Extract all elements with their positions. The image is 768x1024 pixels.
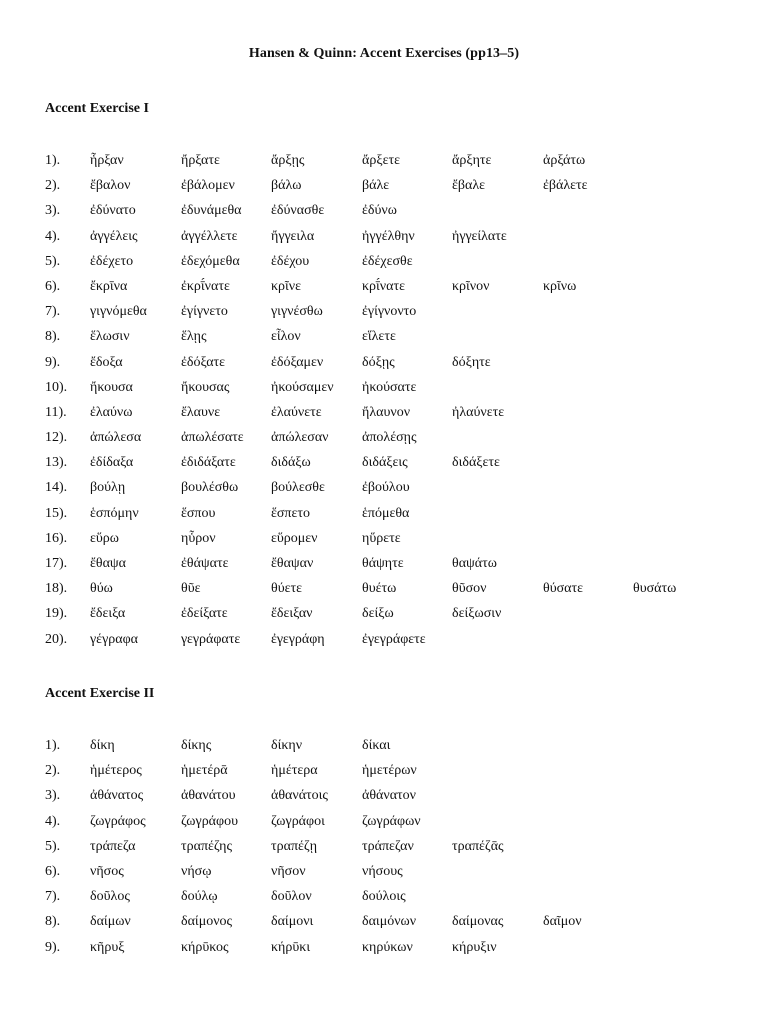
greek-word: ἐγίγνετο	[181, 304, 228, 320]
greek-word: εὕρω	[90, 530, 120, 546]
greek-word: δίκαι	[362, 738, 391, 753]
greek-word: ἐβούλου	[362, 480, 410, 496]
item-number: 12).	[45, 430, 68, 446]
greek-word: ἔθαψαν	[271, 556, 314, 571]
greek-word: δούλῳ	[181, 889, 218, 905]
greek-word: θυέτω	[362, 581, 397, 597]
greek-word: θαψάτω	[452, 556, 497, 571]
greek-word: ἐγεγράφετε	[362, 631, 426, 647]
greek-word: δίκην	[271, 738, 303, 753]
greek-word: ἀπολέσῃς	[362, 430, 417, 446]
greek-word: ἐδείξατε	[181, 606, 228, 622]
greek-word: ἐδύνασθε	[271, 203, 325, 219]
greek-word: κρῖνω	[543, 278, 577, 294]
greek-word: δοῦλος	[90, 889, 130, 905]
greek-word: ἐδόξατε	[181, 354, 226, 370]
exercise-row	[0, 249, 768, 274]
greek-word: τράπεζαν	[362, 838, 414, 854]
greek-word: ἕλωσιν	[90, 329, 130, 345]
greek-word: ἐβάλετε	[543, 178, 588, 194]
greek-word: θυσάτω	[633, 581, 677, 597]
greek-word: ἕσπετο	[271, 505, 310, 521]
exercise-row	[0, 400, 768, 425]
greek-word: ἐδέχεσθε	[362, 253, 413, 269]
greek-word: ζωγράφος	[90, 813, 146, 829]
exercise-row	[0, 526, 768, 551]
greek-word: δαιμόνων	[362, 914, 417, 930]
greek-word: ηὕρετε	[362, 530, 401, 546]
greek-word: νήσους	[362, 863, 403, 879]
exercise-row	[0, 551, 768, 576]
greek-word: ἑσπόμην	[90, 505, 139, 521]
item-number: 20).	[45, 631, 68, 647]
item-number: 10).	[45, 379, 68, 395]
greek-word: κηρύκων	[362, 939, 413, 955]
greek-word: ἡμετέρᾱ	[181, 763, 228, 779]
greek-word: δίκης	[181, 738, 212, 753]
exercise-row	[0, 758, 768, 783]
item-number: 4).	[45, 228, 61, 244]
greek-word: γέγραφα	[90, 631, 138, 647]
greek-word: ἠγγέλθην	[362, 228, 415, 244]
item-number: 1).	[45, 738, 61, 753]
greek-word: ἕλῃς	[181, 329, 207, 345]
greek-word: δαίμων	[90, 914, 131, 930]
greek-word: κήρῡκος	[181, 939, 229, 955]
greek-word: κῆρυξ	[90, 939, 125, 955]
exercise-row	[0, 935, 768, 960]
greek-word: θύσατε	[543, 581, 584, 597]
greek-word: διδάξω	[271, 455, 311, 471]
greek-word: δαίμονος	[181, 914, 233, 930]
greek-word: θῦε	[181, 581, 201, 597]
greek-word: ἀπώλεσαν	[271, 430, 329, 446]
greek-word: ζωγράφου	[181, 813, 239, 829]
greek-word: ἤκουσας	[181, 379, 230, 395]
greek-word: ἀθανάτοις	[271, 788, 328, 804]
exercise-row	[0, 859, 768, 884]
exercise-row	[0, 450, 768, 475]
greek-word: ἔδειξα	[90, 606, 126, 622]
item-number: 11).	[45, 404, 67, 420]
item-number: 6).	[45, 863, 61, 879]
greek-word: ἐδύνω	[362, 203, 397, 219]
greek-word: ἤρξατε	[181, 153, 220, 168]
greek-word: νήσῳ	[181, 863, 212, 879]
item-number: 8).	[45, 329, 61, 345]
greek-word: τραπέζᾱς	[452, 838, 504, 854]
item-number: 8).	[45, 914, 61, 930]
greek-word: ἡμέτερα	[271, 763, 318, 779]
greek-word: ἠγγείλατε	[452, 228, 507, 244]
exercise-row	[0, 148, 768, 173]
greek-word: δείξω	[362, 606, 394, 622]
greek-word: ἠλαύνετε	[452, 404, 505, 420]
greek-word: διδάξετε	[452, 455, 500, 471]
greek-word: ἀπωλέσατε	[181, 430, 244, 446]
greek-word: ἐδυνάμεθα	[181, 203, 242, 219]
exercise-row	[0, 224, 768, 249]
greek-word: ἐδέχου	[271, 253, 310, 269]
greek-word: ἄρξῃς	[271, 153, 305, 168]
greek-word: ἐδύνατο	[90, 203, 136, 219]
greek-word: κρῖνε	[271, 278, 302, 294]
item-number: 18).	[45, 581, 68, 597]
greek-word: θύω	[90, 581, 113, 597]
greek-word: ἐδόξαμεν	[271, 354, 324, 370]
item-number: 9).	[45, 354, 61, 370]
greek-word: δαίμονι	[271, 914, 314, 930]
item-number: 17).	[45, 556, 68, 571]
item-number: 5).	[45, 838, 61, 854]
exercise-row	[0, 475, 768, 500]
greek-word: ζωγράφοι	[271, 813, 325, 829]
exercise-row	[0, 299, 768, 324]
exercise-row	[0, 274, 768, 299]
exercise-row	[0, 173, 768, 198]
exercise-2-heading: Accent Exercise II	[45, 686, 155, 701]
greek-word: ἦρξαν	[90, 153, 124, 168]
item-number: 3).	[45, 788, 61, 804]
item-number: 4).	[45, 813, 61, 829]
item-number: 15).	[45, 505, 68, 521]
greek-word: ἀθάνατον	[362, 788, 416, 804]
item-number: 6).	[45, 278, 61, 294]
greek-word: ἄρξητε	[452, 153, 492, 168]
exercise-row	[0, 501, 768, 526]
greek-word: τραπέζῃ	[271, 838, 318, 854]
greek-word: νῆσον	[271, 863, 306, 879]
exercise-row	[0, 834, 768, 859]
item-number: 7).	[45, 889, 61, 905]
greek-word: ἑπόμεθα	[362, 505, 410, 521]
greek-word: ἐβάλομεν	[181, 178, 235, 194]
exercise-row	[0, 733, 768, 758]
greek-word: ἐδεχόμεθα	[181, 253, 240, 269]
greek-word: ἔδειξαν	[271, 606, 313, 622]
greek-word: ἀπώλεσα	[90, 430, 142, 446]
greek-word: ζωγράφων	[362, 813, 421, 829]
exercise-row	[0, 350, 768, 375]
greek-word: ἐδέχετο	[90, 253, 134, 269]
item-number: 14).	[45, 480, 68, 496]
exercise-row	[0, 198, 768, 223]
item-number: 2).	[45, 178, 61, 194]
greek-word: βάλω	[271, 178, 302, 194]
greek-word: δοῦλον	[271, 889, 312, 905]
greek-word: ἀθάνατος	[90, 788, 144, 804]
greek-word: δόξῃς	[362, 354, 395, 370]
exercise-row	[0, 809, 768, 834]
greek-word: δίκη	[90, 738, 115, 753]
greek-word: θάψητε	[362, 556, 404, 571]
greek-word: τραπέζης	[181, 838, 233, 854]
greek-word: δείξωσιν	[452, 606, 502, 622]
greek-word: δόξητε	[452, 354, 491, 370]
greek-word: ἡμέτερος	[90, 763, 142, 779]
greek-word: νῆσος	[90, 863, 124, 879]
greek-word: βουλέσθω	[181, 480, 239, 496]
greek-word: ἐκρῑ́νατε	[181, 278, 230, 294]
greek-word: ἐδίδαξα	[90, 455, 134, 471]
greek-word: κήρῡκι	[271, 939, 311, 955]
exercise-row	[0, 425, 768, 450]
item-number: 2).	[45, 763, 61, 779]
greek-word: βάλε	[362, 178, 390, 194]
greek-word: δούλοις	[362, 889, 406, 905]
greek-word: ἡμετέρων	[362, 763, 417, 779]
greek-word: θύετε	[271, 581, 303, 597]
greek-word: δαίμονας	[452, 914, 504, 930]
greek-word: ἐγίγνοντο	[362, 304, 417, 320]
item-number: 7).	[45, 304, 61, 320]
greek-word: κρῑ́νατε	[362, 278, 405, 294]
greek-word: εἷλον	[271, 329, 301, 345]
exercise-row	[0, 783, 768, 808]
exercise-row	[0, 601, 768, 626]
greek-word: ἔθαψα	[90, 556, 127, 571]
greek-word: γιγνόμεθα	[90, 304, 147, 320]
greek-word: ἤγγειλα	[271, 228, 315, 244]
greek-word: εὕρομεν	[271, 530, 318, 546]
greek-word: βούλῃ	[90, 480, 126, 496]
greek-word: ἠκούσαμεν	[271, 379, 334, 395]
item-number: 1).	[45, 153, 61, 168]
exercise-row	[0, 627, 768, 652]
greek-word: κρῖνον	[452, 278, 490, 294]
greek-word: ἐλαύνω	[90, 404, 133, 420]
greek-word: ηὗρον	[181, 530, 216, 546]
greek-word: ἀγγέλλετε	[181, 228, 238, 244]
page-title: Hansen & Quinn: Accent Exercises (pp13–5)	[248, 46, 520, 61]
greek-word: ἀρξάτω	[543, 153, 586, 168]
exercise-1-heading: Accent Exercise I	[45, 101, 149, 116]
greek-word: ἐθάψατε	[181, 556, 229, 571]
greek-word: ἔκρῑνα	[90, 278, 128, 294]
greek-word: ἔβαλον	[90, 178, 131, 194]
exercise-row	[0, 375, 768, 400]
greek-word: κήρυξιν	[452, 939, 497, 955]
greek-word: δαῖμον	[543, 914, 582, 930]
greek-word: ἔλαυνε	[181, 404, 221, 420]
exercise-row	[0, 324, 768, 349]
exercise-row	[0, 576, 768, 601]
greek-word: βούλεσθε	[271, 480, 325, 496]
greek-word: εἵλετε	[362, 329, 396, 345]
greek-word: διδάξεις	[362, 455, 408, 471]
greek-word: ἐδιδάξατε	[181, 455, 236, 471]
greek-word: ἐγεγράφη	[271, 631, 325, 647]
item-number: 19).	[45, 606, 68, 622]
greek-word: γεγράφατε	[181, 631, 241, 647]
greek-word: ἄρξετε	[362, 153, 400, 168]
exercise-2-list	[0, 733, 768, 960]
greek-word: ἔδοξα	[90, 354, 123, 370]
greek-word: ἔβαλε	[452, 178, 486, 194]
exercise-row	[0, 884, 768, 909]
greek-word: ἐλαύνετε	[271, 404, 322, 420]
greek-word: ἕσπου	[181, 505, 216, 521]
greek-word: ἠκούσατε	[362, 379, 417, 395]
greek-word: θῦσον	[452, 581, 487, 597]
exercise-row	[0, 909, 768, 934]
greek-word: ἤκουσα	[90, 379, 133, 395]
item-number: 5).	[45, 253, 61, 269]
greek-word: γιγνέσθω	[271, 304, 323, 320]
greek-word: ἤλαυνον	[362, 404, 411, 420]
item-number: 9).	[45, 939, 61, 955]
greek-word: ἀγγέλεις	[90, 228, 138, 244]
greek-word: τράπεζα	[90, 838, 136, 854]
item-number: 16).	[45, 530, 68, 546]
item-number: 3).	[45, 203, 61, 219]
greek-word: ἀθανάτου	[181, 788, 236, 804]
exercise-1-list	[0, 148, 768, 652]
item-number: 13).	[45, 455, 68, 471]
